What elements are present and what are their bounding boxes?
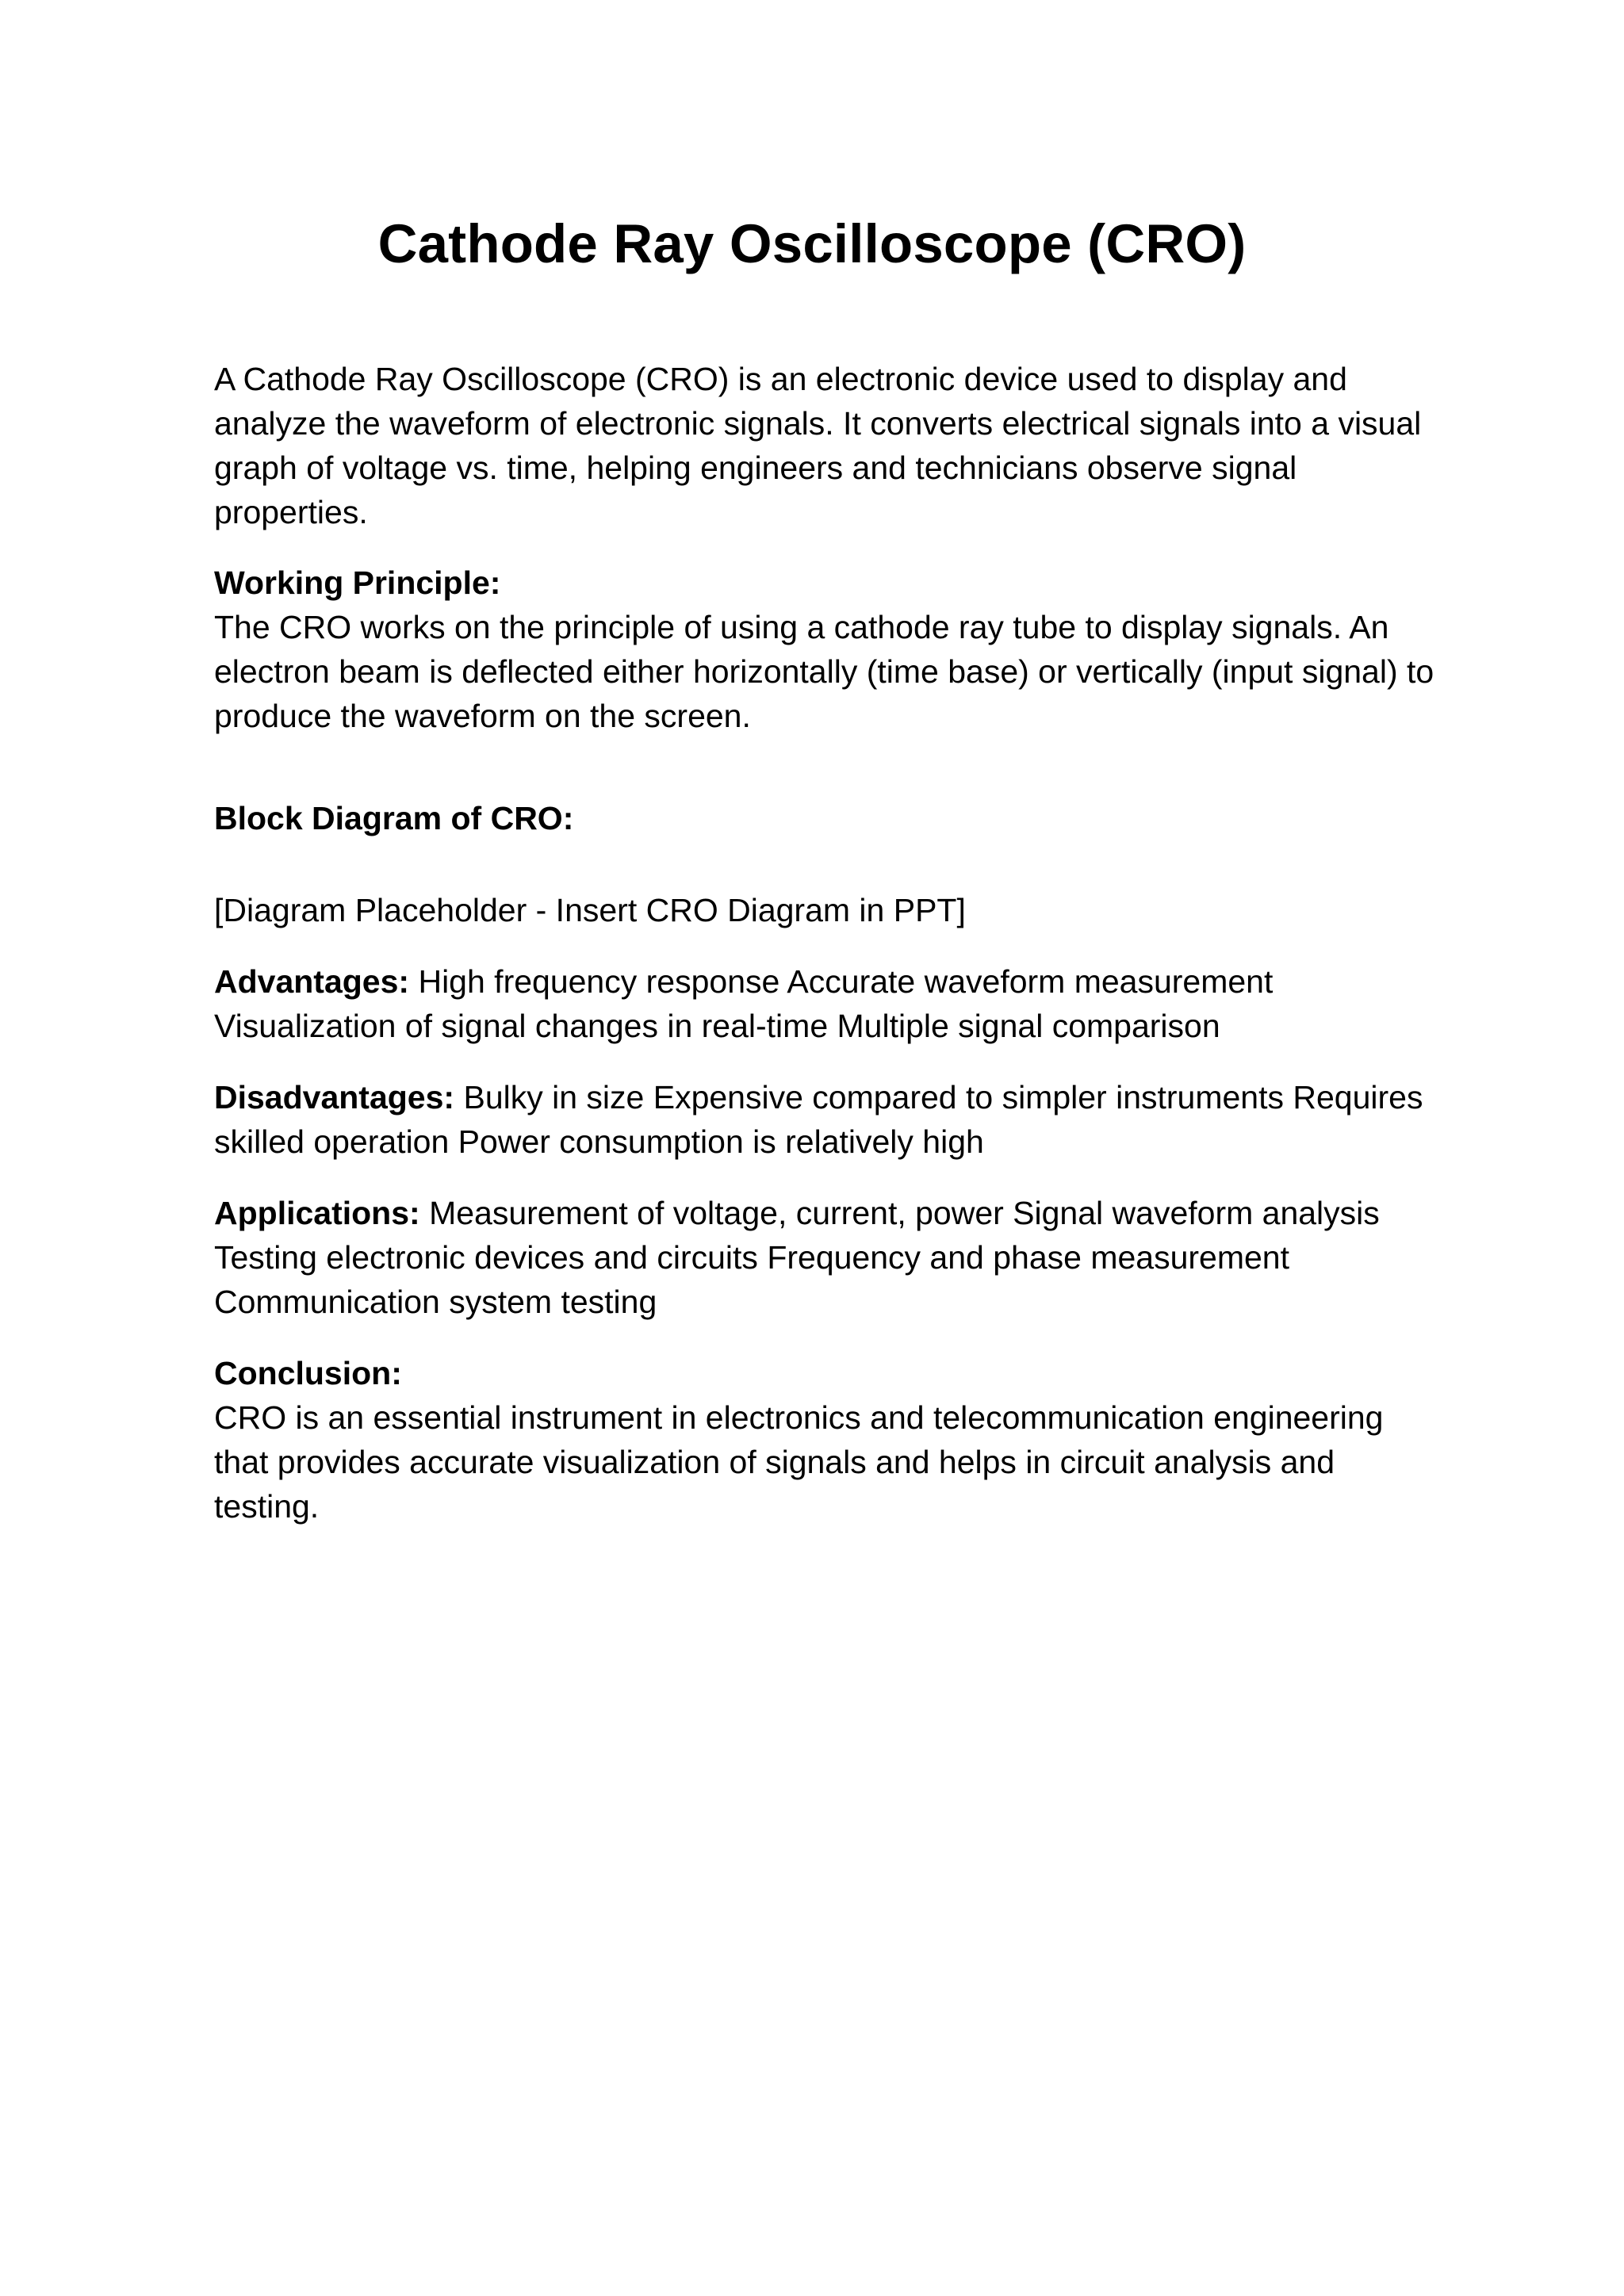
block-diagram-heading: Block Diagram of CRO:: [214, 800, 574, 836]
intro-paragraph: A Cathode Ray Oscilloscope (CRO) is an electronic device used to display and analyze the waveform of electronic signals. It converts electrical signals into a visual graph of voltage vs. time, helping engineers and technicians observe signal properties.: [214, 361, 1422, 530]
disadvantages-text: Bulky in size Expensive compared to simpler instruments Requires skilled operation Power consumption is relatively high: [214, 1079, 1423, 1160]
conclusion-heading: Conclusion:: [214, 1355, 402, 1391]
applications-label: Applications:: [214, 1195, 420, 1231]
working-principle-section: [214, 561, 1435, 738]
document-body: [214, 357, 1435, 1529]
working-principle-heading: Working Principle:: [214, 564, 501, 601]
disadvantages-label: Disadvantages:: [214, 1079, 455, 1115]
applications-paragraph: [214, 1191, 1435, 1324]
advantages-label: Advantages:: [214, 963, 410, 1000]
working-principle-text: The CRO works on the principle of using a cathode ray tube to display signals. An electron beam is deflected either horizontally (time base) or vertically (input signal) to produce the waveform on the screen.: [214, 609, 1434, 734]
advantages-paragraph: [214, 959, 1435, 1048]
conclusion-section: [214, 1351, 1435, 1529]
conclusion-text: CRO is an essential instrument in electronics and telecommunication engineering that provides accurate visualization of signals and helps in circuit analysis and testing.: [214, 1399, 1384, 1525]
diagram-placeholder: [Diagram Placeholder - Insert CRO Diagram in PPT]: [214, 892, 966, 928]
page-title: Cathode Ray Oscilloscope (CRO): [377, 213, 1247, 274]
applications-text: Measurement of voltage, current, power Signal waveform analysis Testing electronic devices and circuits Frequency and phase measurement Communication system testing: [214, 1195, 1380, 1320]
disadvantages-paragraph: [214, 1075, 1435, 1164]
advantages-text: High frequency response Accurate waveform measurement Visualization of signal changes in real-time Multiple signal comparison: [214, 963, 1274, 1044]
